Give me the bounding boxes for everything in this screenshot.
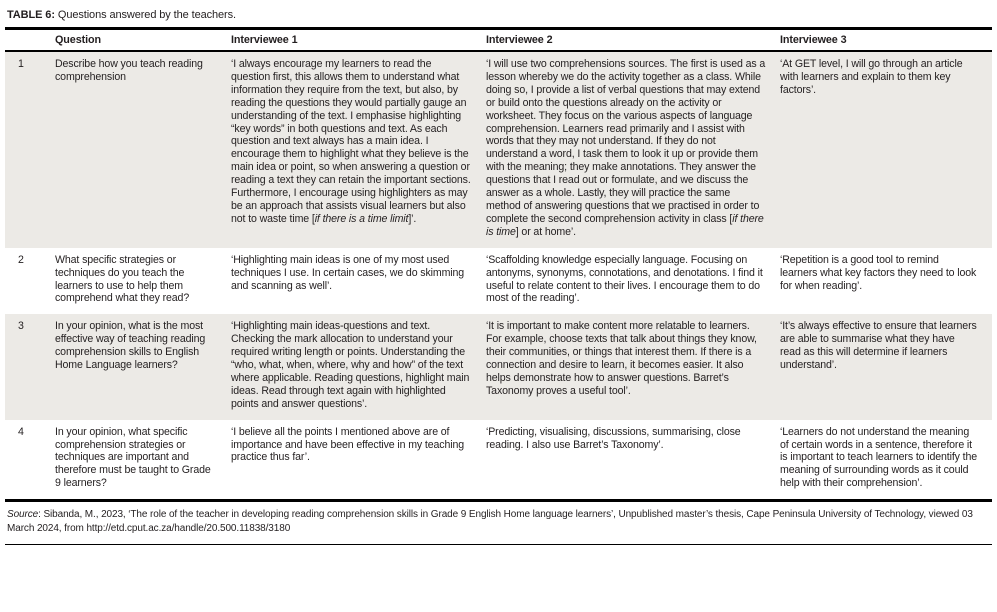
- row-3-question-cell: In your opinion, what is the most effective way of teaching reading comprehension skills to English Home Language learners?: [55, 314, 231, 419]
- header-interviewee2: Interviewee 2: [486, 29, 780, 52]
- answer-text: ] or at home’.: [515, 225, 576, 238]
- row-1-interviewee1-cell: [231, 51, 486, 248]
- source-label: Source: [7, 509, 39, 521]
- bottom-rule: [5, 544, 992, 545]
- row-4-question-cell: In your opinion, what specific comprehension strategies or techniques are important and therefore must be taught to Grade 9 learners?: [55, 420, 231, 501]
- row-4-interviewee1-cell: ‘I believe all the points I mentioned above are of importance and have been effective in my teaching practice thus far’.: [231, 420, 486, 501]
- table-row-1: [5, 51, 992, 248]
- row-3-interviewee3-cell: ‘It’s always effective to ensure that learners are able to summarise what they have read as this will determine if learners understand’.: [780, 314, 992, 419]
- row-2-question-cell: What specific strategies or techniques do you teach the learners to use to help them comprehend what they read?: [55, 253, 190, 305]
- answer-text-italic: if there is a time limit: [314, 212, 409, 225]
- row-2-number: 2: [18, 253, 24, 266]
- row-2-interviewee1-cell: ‘Highlighting main ideas is one of my most used techniques I use. In certain cases, we do skimming and scanning as well’.: [231, 253, 465, 292]
- row-4-interviewee3-cell: ‘Learners do not understand the meaning of certain words in a sentence, therefore it is important to teach learners to identify the meaning of surrounding words as it could help with their comprehension’.: [780, 420, 992, 501]
- table-caption-label: TABLE 6:: [7, 9, 55, 21]
- table-row-3: [5, 314, 992, 419]
- header-interviewee1: Interviewee 1: [231, 29, 486, 52]
- row-1-interviewee2-cell: [486, 51, 780, 248]
- row-3-interviewee2-cell: ‘It is important to make content more relatable to learners. For example, choose texts that talk about things they know, their communities, or things that interest them. If there is a connection and desire to learn, it becomes easier. It also helps demonstrate how to answer questions. Barret’s Taxonomy proves a useful tool’.: [486, 314, 780, 419]
- row-1-question-cell: Describe how you teach reading comprehension: [55, 51, 231, 248]
- table-caption-text: Questions answered by the teachers.: [57, 9, 236, 21]
- answer-text: ‘I will use two comprehensions sources. The first is used as a lesson whereby we do the activity together as a class. While doing so, I provide a list of verbal questions that may extend or build onto the questions already on the activity or worksheet. They focus on the various aspects of language comprehension. Learners read primarily and I assist with words that they may not understand. If they do not understand a word, I task them to look it up or provide them with the meaning; they make annotations. They answer the questions that I read out or formulate, and we discuss the answer as a whole. Lastly, they will practice the same method of answering questions that we practised in order to complete the second comprehension activity in class [: [486, 58, 766, 225]
- table-body: [5, 51, 992, 501]
- answer-text: ]’.: [408, 212, 417, 225]
- header-row: [5, 29, 992, 52]
- row-2-interviewee3-cell: ‘Repetition is a good tool to remind learners what key factors they need to look for when reading’.: [780, 253, 977, 292]
- row-1-interviewee3-cell: ‘At GET level, I will go through an article with learners and explain to them key factors’.: [780, 51, 992, 248]
- header-number: [5, 29, 55, 52]
- source-text: : Sibanda, M., 2023, ‘The role of the teacher in developing reading comprehension skills in Grade 9 English Home language learners’, Unpublished master’s thesis, Cape Peninsula University of Technology, viewed 03 March 2024, from http://etd.cput.ac.za/handle/20.500.11838/3180: [7, 509, 973, 534]
- table-caption: [7, 8, 992, 22]
- row-2-interviewee2-cell: ‘Scaffolding knowledge especially language. Focusing on antonyms, synonyms, connotations, and denotations. I find it useful to relate content to their lives. I encourage them to do most of the reading’.: [486, 253, 763, 305]
- table-row-4: [5, 420, 992, 501]
- row-4-interviewee2-cell: ‘Predicting, visualising, discussions, summarising, close reading. I also use Barret’s Taxonomy’.: [486, 420, 780, 501]
- row-4-number: 4: [5, 420, 55, 501]
- table-row-2: [5, 248, 992, 315]
- header-question: Question: [55, 29, 231, 52]
- answer-text: ‘I always encourage my learners to read the question first, this allows them to understand what information they require from the text, but also, by reading the questions they would partially gauge an understanding of the text. I emphasise highlighting “key words” in both questions and text. As each question and text always has a main idea. I encourage them to highlight what they believe is the main idea or point, so when answering a question or reading a text they can retain the important sections. Furthermore, I encourage using highlighters as may be an approach that assists visual learners but also not to waste time [: [231, 58, 471, 225]
- answer-text-italic: if there is time: [486, 212, 764, 238]
- row-1-number: 1: [5, 51, 55, 248]
- row-3-number: 3: [5, 314, 55, 419]
- questions-table: [5, 27, 992, 502]
- header-interviewee3: Interviewee 3: [780, 29, 992, 52]
- source-note: [7, 508, 990, 535]
- row-3-interviewee1-cell: ‘Highlighting main ideas-questions and text. Checking the mark allocation to understand your required writing length or points. Understanding the “who, what, when, where, why and how” of the text where applicable. Reading questions, highlight main ideas. Read through text again with highlighted points and answer questions’.: [231, 314, 486, 419]
- table-header: [5, 29, 992, 52]
